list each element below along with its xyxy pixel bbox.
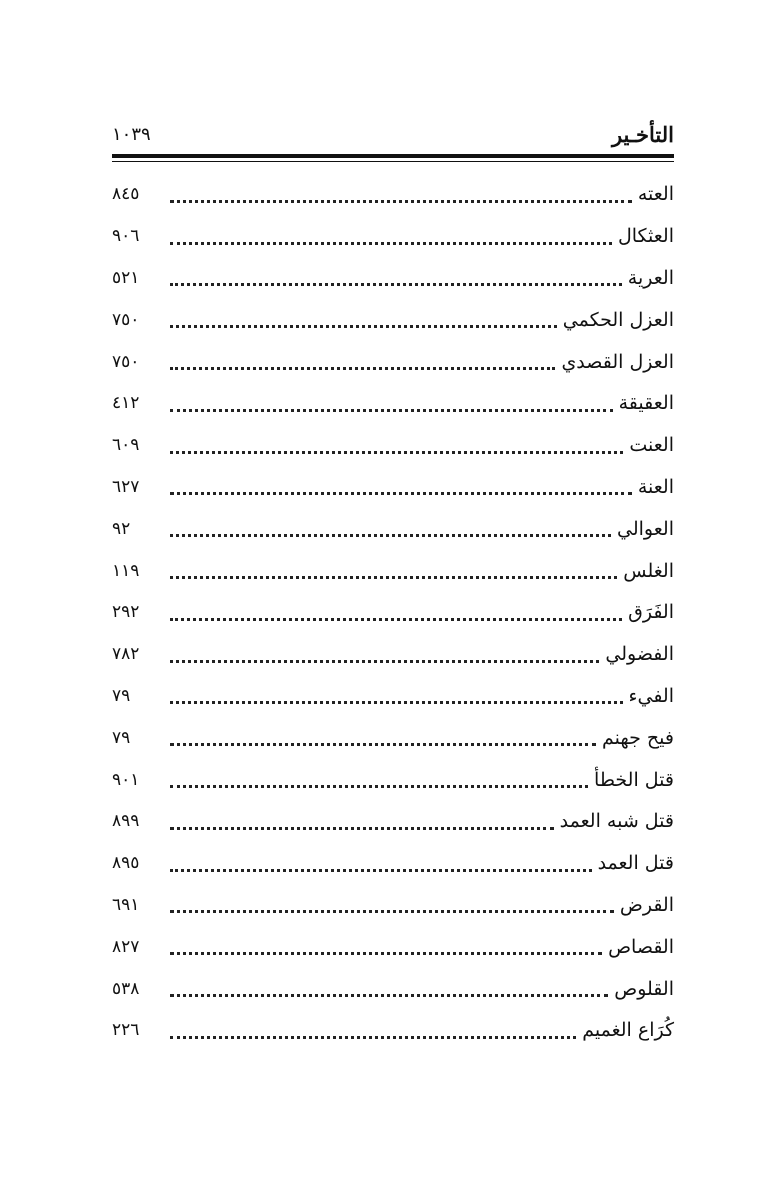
dot-leader	[170, 533, 611, 537]
entry-term: قتل العمد	[597, 852, 674, 875]
entry-page: ٧٩	[112, 685, 131, 706]
entry-page: ٦٢٧	[112, 476, 140, 497]
entry-term: العزل الحكمي	[562, 308, 674, 331]
index-list	[112, 174, 674, 1052]
entry-page: ٢٢٦	[112, 1020, 140, 1041]
index-entry	[112, 550, 674, 592]
header-rule-thin	[112, 161, 674, 162]
dot-leader	[170, 868, 592, 872]
dot-leader	[170, 199, 632, 203]
running-title: التأخـير	[611, 122, 674, 147]
index-entry	[112, 676, 674, 718]
index-entry	[112, 843, 674, 885]
index-entry	[112, 467, 674, 509]
entry-term: قتل شبه العمد	[559, 810, 674, 833]
index-entry	[112, 383, 674, 425]
index-entry	[112, 425, 674, 467]
dot-leader	[170, 1035, 576, 1039]
dot-leader	[170, 742, 596, 746]
entry-page: ٩٠١	[112, 769, 140, 790]
entry-page: ٧٨٢	[112, 644, 140, 665]
entry-term: العنت	[629, 434, 674, 457]
entry-page: ٦٩١	[112, 894, 140, 915]
dot-leader	[170, 366, 555, 370]
entry-page: ٨٤٥	[112, 184, 140, 205]
dot-leader	[170, 826, 554, 830]
entry-term: الفيء	[628, 684, 674, 707]
entry-page: ٧٥٠	[112, 309, 140, 330]
dot-leader	[170, 700, 623, 704]
index-entry	[112, 341, 674, 383]
index-entry	[112, 759, 674, 801]
index-entry	[112, 299, 674, 341]
entry-page: ٤١٢	[112, 393, 140, 414]
entry-term: العوالي	[617, 517, 674, 540]
index-entry	[112, 258, 674, 300]
entry-term: العته	[637, 183, 674, 206]
dot-leader	[170, 324, 557, 328]
dot-leader	[170, 993, 608, 997]
index-entry	[112, 1010, 674, 1052]
index-entry	[112, 634, 674, 676]
dot-leader	[170, 408, 613, 412]
entry-page: ٧٩	[112, 727, 131, 748]
index-entry	[112, 717, 674, 759]
running-header	[112, 120, 674, 150]
entry-page: ٧٥٠	[112, 351, 140, 372]
dot-leader	[170, 450, 623, 454]
entry-term: القرض	[619, 893, 674, 916]
index-entry	[112, 592, 674, 634]
entry-term: العثكال	[617, 225, 674, 248]
page-number: ١٠٣٩	[112, 124, 151, 145]
entry-term: العزل القصدي	[561, 350, 674, 373]
entry-term: الغلس	[623, 559, 674, 582]
entry-page: ٨٢٧	[112, 936, 140, 957]
entry-page: ٩٢	[112, 518, 131, 539]
index-entry	[112, 216, 674, 258]
dot-leader	[170, 282, 622, 286]
dot-leader	[170, 617, 622, 621]
index-entry	[112, 174, 674, 216]
dot-leader	[170, 575, 617, 579]
dot-leader	[170, 491, 632, 495]
dot-leader	[170, 659, 599, 663]
index-entry	[112, 968, 674, 1010]
entry-term: فيح جهنم	[601, 726, 674, 749]
entry-term: العقيقة	[618, 392, 674, 415]
index-entry	[112, 508, 674, 550]
entry-page: ٦٠٩	[112, 435, 140, 456]
index-entry	[112, 926, 674, 968]
index-entry	[112, 885, 674, 927]
entry-page: ٩٠٦	[112, 226, 140, 247]
entry-page: ٨٩٩	[112, 811, 140, 832]
header-rule-thick	[112, 154, 674, 158]
entry-term: القصاص	[608, 935, 674, 958]
entry-term: القلوص	[614, 977, 674, 1000]
index-entry	[112, 801, 674, 843]
entry-page: ٢٩٢	[112, 602, 140, 623]
dot-leader	[170, 909, 614, 913]
dot-leader	[170, 784, 588, 788]
entry-page: ٥٢١	[112, 267, 140, 288]
entry-term: قتل الخطأ	[594, 768, 674, 791]
entry-term: الفضولي	[605, 643, 674, 666]
entry-page: ٥٣٨	[112, 978, 140, 999]
dot-leader	[170, 241, 612, 245]
entry-term: العنة	[637, 475, 674, 498]
entry-page: ٨٩٥	[112, 853, 140, 874]
dot-leader	[170, 951, 602, 955]
entry-term: كُرَاع الغميم	[582, 1019, 674, 1042]
entry-page: ١١٩	[112, 560, 140, 581]
entry-term: الفَرَق	[628, 601, 674, 624]
entry-term: العرية	[627, 266, 674, 289]
